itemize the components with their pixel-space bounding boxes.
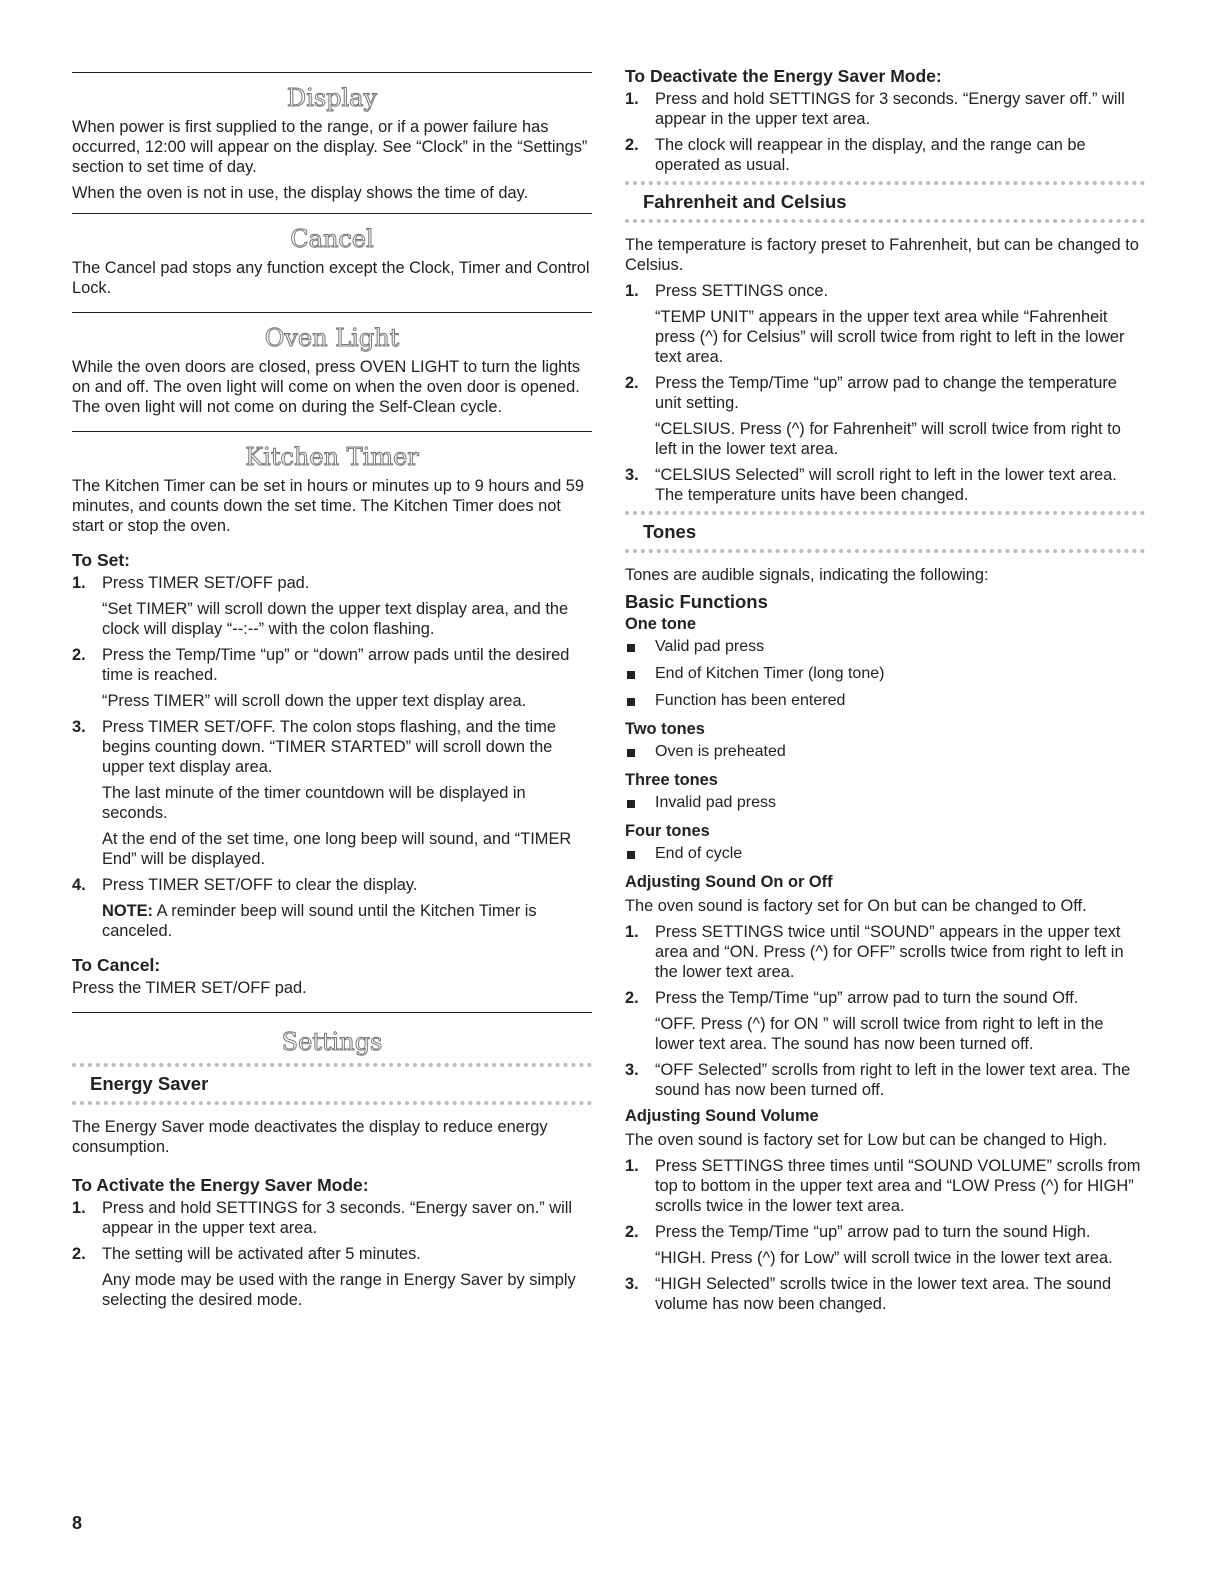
step-detail: At the end of the set time, one long beep will sound, and “TIMER End” will be displayed. — [102, 830, 572, 868]
fc-steps — [625, 281, 1145, 505]
step-detail: “Press TIMER” will scroll down the upper text display area. — [102, 692, 527, 710]
step-text: Press SETTINGS twice until “SOUND” appears in the upper text area and “ON. Press (^) for OFF” scrolls twice from right to left in the lower text area. — [655, 923, 1124, 981]
list-item: Invalid pad press — [625, 794, 1145, 812]
step-number: 1. — [625, 90, 639, 108]
list-item: Function has been entered — [625, 692, 1145, 710]
step-number: 1. — [625, 1157, 639, 1175]
list-item: End of Kitchen Timer (long tone) — [625, 665, 1145, 683]
step-text: Press the Temp/Time “up” arrow pad to turn the sound High. — [655, 1223, 1091, 1241]
section-title-kitchen-timer: Kitchen Timer — [245, 443, 419, 471]
to-cancel-heading: To Cancel: — [72, 955, 161, 975]
step-number: 3. — [625, 1061, 639, 1079]
step-detail: “Set TIMER” will scroll down the upper text display area, and the clock will display “--:--” with the colon flashing. — [102, 600, 569, 638]
list-item — [72, 1198, 592, 1238]
list-item — [625, 1156, 1145, 1216]
list-item — [625, 281, 1145, 367]
fahrenheit-celsius-heading: Fahrenheit and Celsius — [625, 181, 1145, 223]
note-label: NOTE: — [102, 902, 153, 920]
four-tones-heading: Four tones — [625, 822, 710, 840]
two-tones-list — [625, 743, 1145, 761]
section-title-display: Display — [286, 84, 378, 112]
adjust-onoff-paragraph: The oven sound is factory set for On but can be changed to Off. — [625, 897, 1087, 915]
step-text: Press the Temp/Time “up” arrow pad to change the temperature unit setting. — [655, 374, 1117, 412]
list-item — [72, 573, 592, 639]
step-text: Press the Temp/Time “up” or “down” arrow pads until the desired time is reached. — [102, 646, 570, 684]
step-text: Press SETTINGS three times until “SOUND VOLUME” scrolls from top to bottom in the upper text area and “LOW Press (^) for HIGH” scrolls twice in the lower text area. — [655, 1157, 1141, 1215]
one-tone-heading: One tone — [625, 615, 697, 633]
step-text: Press TIMER SET/OFF. The colon stops flashing, and the time begins counting down. “TIMER STARTED” will scroll down the upper text display area. — [102, 718, 556, 776]
step-text: Press TIMER SET/OFF pad. — [102, 574, 310, 592]
volume-steps — [625, 1156, 1145, 1314]
section-title-cancel: Cancel — [290, 225, 374, 253]
step-number: 2. — [72, 1245, 86, 1263]
step-text: “HIGH Selected” scrolls twice in the lower text area. The sound volume has now been changed. — [655, 1275, 1112, 1313]
list-item — [625, 1274, 1145, 1314]
deactivate-heading: To Deactivate the Energy Saver Mode: — [625, 66, 942, 86]
display-paragraph: When power is first supplied to the range, or if a power failure has occurred, 12:00 will appear on the display. See “Clock” in the “Settings” section to set time of day. — [72, 118, 588, 176]
step-text: Press SETTINGS once. — [655, 282, 829, 300]
three-tones-heading: Three tones — [625, 771, 718, 789]
step-number: 2. — [625, 136, 639, 154]
list-item: Valid pad press — [625, 638, 1145, 656]
section-title-oven-light: Oven Light — [264, 324, 400, 352]
to-set-heading: To Set: — [72, 550, 131, 570]
step-number: 1. — [625, 282, 639, 300]
section-title-settings: Settings — [281, 1028, 383, 1056]
list-item — [72, 645, 592, 711]
energy-saver-paragraph: The Energy Saver mode deactivates the display to reduce energy consumption. — [72, 1118, 548, 1156]
adjust-onoff-heading: Adjusting Sound On or Off — [625, 873, 833, 891]
step-detail: “CELSIUS. Press (^) for Fahrenheit” will scroll twice from right to left in the lower text area. — [655, 420, 1121, 458]
cancel-paragraph: The Cancel pad stops any function except the Clock, Timer and Control Lock. — [72, 259, 590, 297]
step-number: 3. — [72, 718, 86, 736]
step-text: Press and hold SETTINGS for 3 seconds. “Energy saver on.” will appear in the upper text area. — [102, 1199, 573, 1237]
step-detail: Any mode may be used with the range in Energy Saver by simply selecting the desired mode. — [102, 1271, 576, 1309]
step-number: 4. — [72, 876, 86, 894]
list-item — [625, 135, 1145, 175]
list-item — [72, 717, 592, 869]
kitchen-timer-paragraph: The Kitchen Timer can be set in hours or minutes up to 9 hours and 59 minutes, and counts down the set time. The Kitchen Timer does not start or stop the oven. — [72, 477, 585, 535]
note-text: A reminder beep will sound until the Kitchen Timer is canceled. — [102, 902, 537, 940]
list-item — [625, 988, 1145, 1054]
step-text: Press the Temp/Time “up” arrow pad to turn the sound Off. — [655, 989, 1079, 1007]
step-detail: “OFF. Press (^) for ON ” will scroll twice from right to left in the lower text area. The sound has now been turned off. — [655, 1015, 1104, 1053]
step-number: 2. — [625, 1223, 639, 1241]
list-item — [625, 922, 1145, 982]
list-item — [625, 373, 1145, 459]
divider — [72, 213, 592, 214]
page-number: 8 — [72, 1513, 83, 1533]
activate-steps — [72, 1198, 592, 1310]
adjust-volume-paragraph: The oven sound is factory set for Low but can be changed to High. — [625, 1131, 1107, 1149]
step-text: Press and hold SETTINGS for 3 seconds. “Energy saver off.” will appear in the upper text area. — [655, 90, 1125, 128]
step-text: “OFF Selected” scrolls from right to left in the lower text area. The sound has now been turned off. — [655, 1061, 1131, 1099]
step-detail: “TEMP UNIT” appears in the upper text area while “Fahrenheit press (^) for Celsius” will scroll twice from right to left in the lower text area. — [655, 308, 1125, 366]
four-tones-list — [625, 845, 1145, 863]
oven-light-paragraph: While the oven doors are closed, press OVEN LIGHT to turn the lights on and off. The oven light will come on when the oven door is opened. The oven light will not come on during the Self-Clean cycle. — [72, 358, 581, 416]
fc-paragraph: The temperature is factory preset to Fahrenheit, but can be changed to Celsius. — [625, 236, 1139, 274]
step-number: 1. — [72, 574, 86, 592]
divider — [72, 431, 592, 432]
list-item — [625, 89, 1145, 129]
step-number: 1. — [625, 923, 639, 941]
step-detail: “HIGH. Press (^) for Low” will scroll twice in the lower text area. — [655, 1249, 1113, 1267]
deactivate-steps — [625, 89, 1145, 175]
basic-functions-heading: Basic Functions — [625, 591, 768, 612]
step-detail: The last minute of the timer countdown will be displayed in seconds. — [102, 784, 526, 822]
divider — [72, 72, 592, 73]
list-item: Oven is preheated — [625, 743, 1145, 761]
step-number: 1. — [72, 1199, 86, 1217]
step-text: “CELSIUS Selected” will scroll right to left in the lower text area. The temperature units have been changed. — [655, 466, 1117, 504]
note — [102, 901, 592, 941]
list-item — [625, 1060, 1145, 1100]
tones-heading: Tones — [625, 511, 1145, 553]
display-paragraph: When the oven is not in use, the display shows the time of day. — [72, 184, 529, 202]
step-number: 3. — [625, 1275, 639, 1293]
list-item — [72, 875, 592, 941]
step-number: 2. — [72, 646, 86, 664]
list-item — [72, 1244, 592, 1310]
sound-onoff-steps — [625, 922, 1145, 1100]
three-tones-list — [625, 794, 1145, 812]
step-text: The setting will be activated after 5 minutes. — [102, 1245, 421, 1263]
energy-saver-heading: Energy Saver — [72, 1063, 592, 1105]
step-text: Press TIMER SET/OFF to clear the display. — [102, 876, 418, 894]
divider — [72, 312, 592, 313]
timer-set-steps — [72, 573, 592, 941]
list-item — [625, 465, 1145, 505]
list-item: End of cycle — [625, 845, 1145, 863]
step-number: 3. — [625, 466, 639, 484]
tones-paragraph: Tones are audible signals, indicating the following: — [625, 566, 989, 584]
step-number: 2. — [625, 374, 639, 392]
divider — [72, 1012, 592, 1013]
adjust-volume-heading: Adjusting Sound Volume — [625, 1107, 819, 1125]
left-column — [72, 62, 592, 1316]
cancel-text: Press the TIMER SET/OFF pad. — [72, 979, 307, 997]
step-number: 2. — [625, 989, 639, 1007]
right-column — [625, 66, 1145, 1320]
step-text: The clock will reappear in the display, and the range can be operated as usual. — [655, 136, 1086, 174]
activate-heading: To Activate the Energy Saver Mode: — [72, 1175, 369, 1195]
list-item — [625, 1222, 1145, 1268]
one-tone-list — [625, 638, 1145, 710]
two-tones-heading: Two tones — [625, 720, 705, 738]
